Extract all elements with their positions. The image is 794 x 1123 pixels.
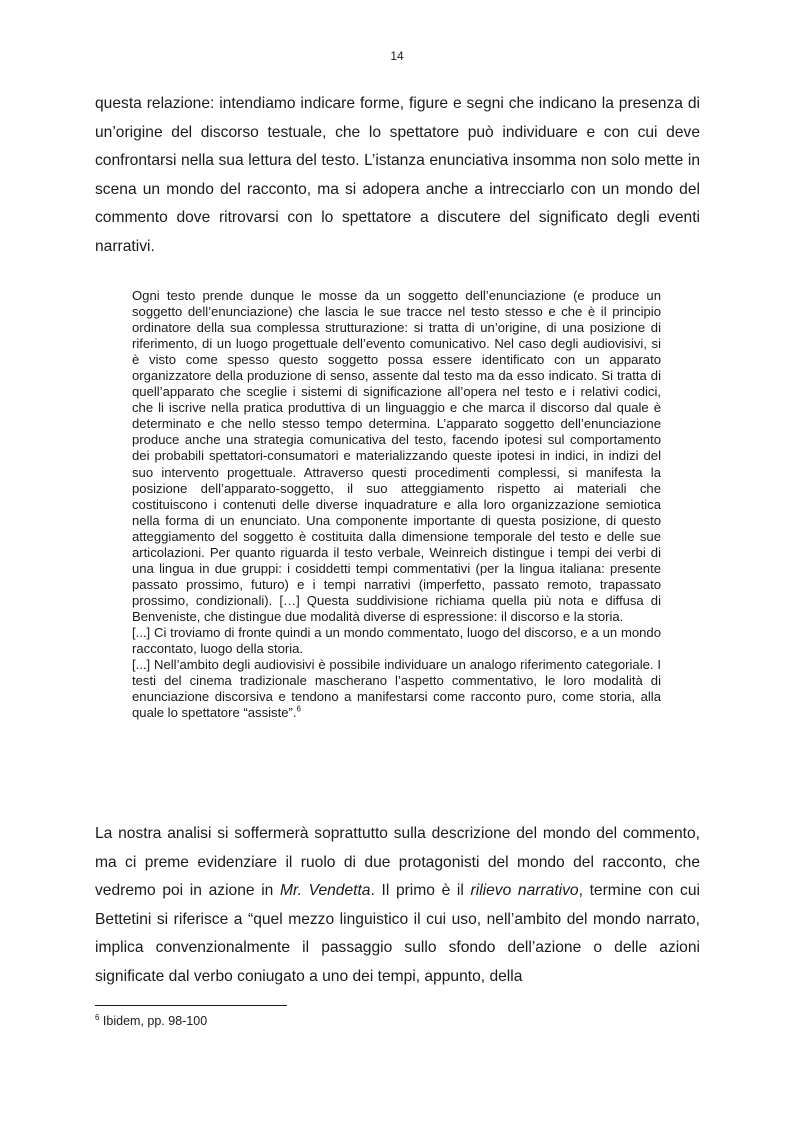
quote-paragraph: Ogni testo prende dunque le mosse da un soggetto dell’enunciazione (e produce un soggetto dell’enunciazione) che lascia le sue tracce nel testo stesso e che è il principio ordinatore della sua complessa strutturazione: si tratta di un’origine, di una posizione di riferimento, di un luogo progettuale dell’evento comunicativo. Nel caso degli audiovisivi, si è visto come spesso questo soggetto possa essere identificato con un apparato organizzatore della produzione di senso, assente dal testo ma da esso indicato. Si tratta di quell’apparato che sceglie i sistemi di significazione all’opera nel testo e i relativi codici, che li iscrive nella pratica produttiva di un linguaggio e che marca il discorso dal quale è determinato e che nello stesso tempo determina. L’apparato soggetto dell’enunciazione produce anche una strategia comunicativa del testo, facendo ipotesi sul comportamento dei probabili spettatori-consumatori e materializzando queste ipotesi in indici, in indizi del suo intervento progettuale. Attraverso questi procedimenti complessi, si manifesta la posizione dell’apparato-soggetto, il suo atteggiamento rispetto ai materiali che costituiscono i contenuti delle diverse inquadrature e alla loro organizzazione semiotica nella forma di un enunciato. Una componente importante di questa posizione, di questo atteggiamento del soggetto è costituita dalla dimensione temporale del testo e delle sue articolazioni. Per quanto riguarda il testo verbale, Weinreich distingue i tempi dei verbi di una lingua in due gruppi: i cosiddetti tempi commentativi (per la lingua italiana: presente passato prossimo, futuro) e i tempi narrativi (imperfetto, passato remoto, trapassato prossimo, condizionali). […] Questa suddivisione richiama quella più nota e diffusa di Benveniste, che distingue due modalità diverse di espressione: il discorso e la storia. — [132, 288, 661, 624]
footnote-reference[interactable]: 6 — [296, 704, 301, 714]
footnote-text: Ibidem, pp. 98-100 — [99, 1014, 208, 1028]
footnote-number: 6 — [95, 1012, 100, 1022]
term-italic: rilievo narrativo — [470, 882, 579, 900]
block-quote — [132, 288, 661, 721]
footnote-separator — [95, 1005, 287, 1006]
page-number: 14 — [390, 49, 404, 63]
body-paragraph: La nostra analisi si soffermerà soprattutto sulla descrizione del mondo del commento, ma ci preme evidenziare il ruolo di due protagonisti del mondo del racconto, che vedremo poi in azione in Mr. Vendetta. Il primo è il rilievo narrativo, termine con cui Bettetini si riferisce a “quel mezzo linguistico il cui uso, nell’ambito del mondo narrato, implica convenzionalmente il passaggio sullo sfondo dell’azione o delle azioni significate dal verbo coniugato a uno dei tempi, appunto, della — [95, 825, 700, 985]
footnote — [95, 1014, 207, 1028]
quote-paragraph: [...] Ci troviamo di fronte quindi a un mondo commentato, luogo del discorso, e a un mondo raccontato, luogo della storia. — [132, 624, 661, 657]
quote-paragraph: [...] Nell’ambito degli audiovisivi è possibile individuare un analogo riferimento categoriale. I testi del cinema tradizionale mascherano l’aspetto commentativo, le loro modalità di enunciazione discorsiva e tendono a manifestarsi come racconto puro, come storia, alla quale lo spettatore “assiste”.$^6$ — [132, 657, 661, 721]
body-paragraph: questa relazione: intendiamo indicare forme, figure e segni che indicano la presenza di un’origine del discorso testuale, che lo spettatore può individuare e con cui deve confrontarsi nella sua lettura del testo. L’istanza enunciativa insomma non solo mette in scena un mondo del racconto, ma si adopera anche a intrecciarlo con un mondo del commento dove ritrovarsi con lo spettatore a discutere del significato degli eventi narrativi. — [95, 95, 700, 255]
film-title: Mr. Vendetta — [280, 882, 371, 900]
